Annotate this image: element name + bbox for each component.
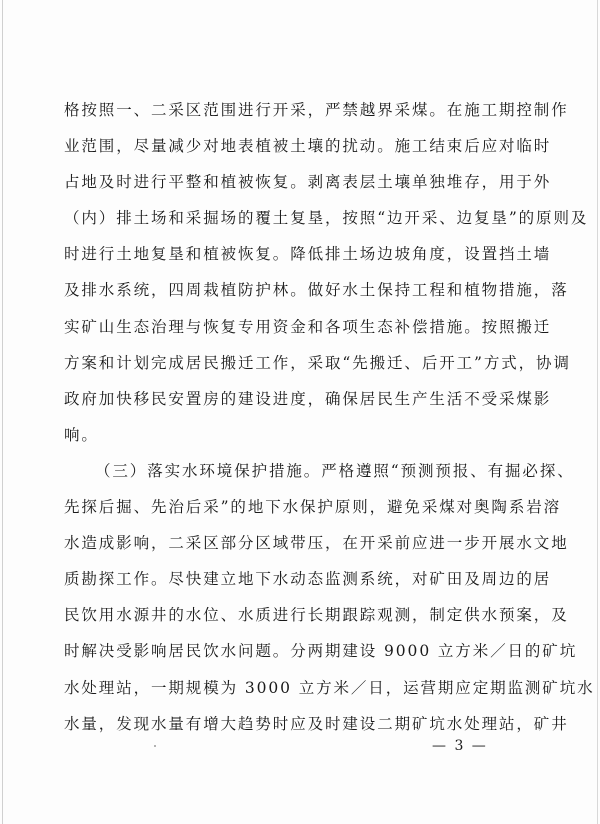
paragraph-end-line: 响。 <box>64 425 99 444</box>
page-number: — 3 — <box>432 738 488 754</box>
text-line: 实矿山生态治理与恢复专用资金和各项生态补偿措施。按照搬迁 <box>64 317 552 336</box>
scan-edge-right <box>597 0 598 824</box>
body-text <box>64 92 595 742</box>
text-line: 业范围，尽量减少对地表植被土壤的扰动。施工结束后应对临时 <box>64 137 552 156</box>
scan-speck <box>154 745 156 747</box>
text-line: 格按照一、二采区范围进行开采，严禁越界采煤。在施工期控制作 <box>64 101 569 119</box>
text-line: 水造成影响，二采区部分区域带压，在开采前应进一步开展水文地 <box>64 534 569 553</box>
text-line: 质勘探工作。尽快建立地下水动态监测系统，对矿田及周边的居 <box>64 570 552 589</box>
text-line: 时进行土地复垦和植被恢复。降低排土场边坡角度，设置挡土墙 <box>64 245 552 264</box>
text-line: （内）排土场和采掘场的覆土复垦，按照“边开采、边复垦”的原则及 <box>64 209 589 228</box>
text-line: 占地及时进行平整和植被恢复。剥离表层土壤单独堆存，用于外 <box>64 173 552 192</box>
text-line: 水处理站，一期规模为 3000 立方米／日，运营期应定期监测矿坑水 <box>64 678 595 697</box>
text-line: 民饮用水源井的水位、水质进行长期跟踪观测，制定供水预案，及 <box>64 606 569 625</box>
text-line: 方案和计划完成居民搬迁工作，采取“先搬迁、后开工”方式，协调 <box>64 353 571 372</box>
text-line: 及排水系统，四周栽植防护林。做好水土保持工程和植物措施，落 <box>64 281 569 300</box>
text-line: 时解决受影响居民饮水问题。分两期建设 9000 立方米／日的矿坑 <box>64 642 578 661</box>
text-line: 先探后掘、先治后采”的地下水保护原则，避免采煤对奥陶系岩溶 <box>64 498 562 517</box>
scan-edge-left <box>2 0 3 824</box>
section-heading-line: （三）落实水环境保护措施。严格遵照“预测预报、有掘必探、 <box>95 461 575 480</box>
text-line: 水量，发现水量有增大趋势时应及时建设二期矿坑水处理站，矿井 <box>64 714 569 733</box>
text-line: 政府加快移民安置房的建设进度，确保居民生产生活不受采煤影 <box>64 389 552 408</box>
